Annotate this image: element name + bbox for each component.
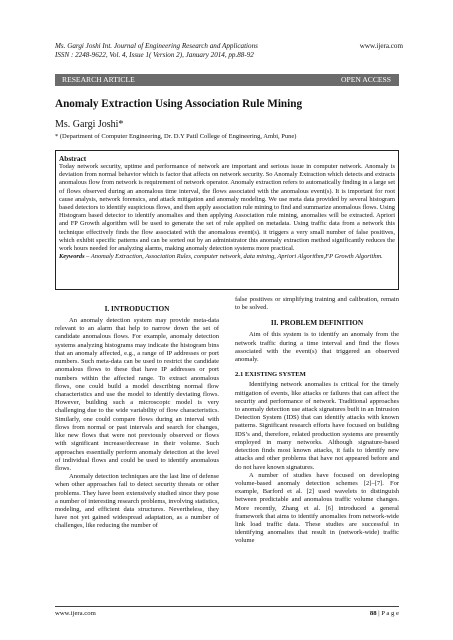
abstract-body: Today network security, uptime and performance of network are important and serious issue in computer network. Anomaly is deviation from normal behavior which is factor that affects on network security. So Anomaly Extraction which detects and extracts anomalous flow from network is requirement of network operator. Anomaly extraction refers to automatically finding in a large set of flows observed during an anomalous time interval, the flows associated with the anomalous event(s). It is important for root cause analysis, network forensics, and attack mitigation and anomaly modeling. We use meta data provided by several histogram based detectors to identify suspicious flows, and then apply association rule mining to find and summarize anomalous flows. Using Histogram based detector to identify anomalies and then applying Association rule mining, anomalies will be extracted. Apriori and FP Growth algorithm will be used to generate the set of rule applied on metadata. Using traffic data from a network this technique effectively finds the flow associated with the anomalous event(s). it triggers a very small number of false positives, which exhibit specific patterns and can be sorted out by an administrator this anomaly extraction method significantly reduces the work hours needed for analyzing alarms, making anomaly detection systems more practical. (59, 163, 395, 253)
existing-paragraph-1: Identifying network anomalies is critical for the timely mitigation of events, like attacks or failures that can affect the security and performance of network. Traditional approaches to anomaly detection use attack signatures built in an Intrusion Detection System (IDS) that can identify attacks with known patterns. Significant research efforts have focused on building IDS’s and, therefore, related production systems are presently employed in many networks. Although signature-based detection finds most known attacks, it fails to identify new attacks and other problems that have not appeared before and do not have known signatures. (235, 381, 399, 471)
header-website-link[interactable]: www.ijera.com (359, 42, 403, 50)
existing-system-heading: 2.1 EXISTING SYSTEM (235, 371, 306, 379)
page-footer (55, 606, 399, 617)
open-access-label: OPEN ACCESS (340, 75, 391, 84)
article-banner (55, 74, 399, 86)
intro-paragraph-1: An anomaly detection system may provide meta-data relevant to an alarm that help to narrow down the set of candidate anomalous flows. For example, anomaly detection systems analyzing histograms may indicate the histogram bins that an anomaly affected, e.g., a range of IP addresses or port numbers. Such meta-data can be used to restrict the candidate anomalous flows to these that have IP addresses or port numbers within the affected range. To extract anomalous flows, one could build a model describing normal flow characteristics and use the model to identify deviating flows. However, building such a microscopic model is very challenging due to the wide variability of flow characteristics. Similarly, one could compare flows during an interval with flows from normal or past intervals and search for changes, like new flows that were not previously observed or flows with significant increase/decrease in their volume. Such approaches essentially perform anomaly detection at the level of individual flows and could be used to identify anomalous flows. (55, 317, 219, 472)
page-number (370, 609, 399, 618)
page-label: | P a g e (376, 610, 399, 617)
running-header (55, 42, 403, 60)
abstract-heading: Abstract (59, 154, 87, 163)
keywords-label: Keywords (59, 253, 85, 261)
intro-paragraph-2: Anomaly detection techniques are the last line of defense when other approaches fail to detect security threats or other problems. They have been extensively studied since they pose a number of interesting research problems, involving statistics, modeling, and efficient data structures. Nevertheless, they have not yet gained widespread adaptation, as a number of challenges, like reducing the number of (55, 473, 219, 530)
journal-line: Ms. Gargi Joshi Int. Journal of Engineering Research and Applications (55, 42, 258, 50)
problem-definition-heading: II. PROBLEM DEFINITION (270, 318, 364, 328)
research-article-label: RESEARCH ARTICLE (62, 75, 135, 84)
author-affiliation: * (Department of Computer Engineering, Dr. D.Y Patil College of Engineering, Ambi, Pune) (55, 133, 297, 140)
keywords-list: – Anomaly Extraction, Association Rules, computer network, data mining, Apriori Algorithm,FP Growth Algorithm. (84, 253, 383, 261)
left-column (55, 296, 219, 531)
intro-paragraph-continued: false positives or simplifying training and calibration, remain to be solved. (235, 296, 399, 312)
footer-website-link[interactable]: www.ijera.com (55, 610, 96, 617)
right-column (235, 296, 399, 546)
page-number-value: 88 (369, 610, 377, 617)
author-name: Ms. Gargi Joshi* (55, 119, 124, 130)
introduction-heading: I. INTRODUCTION (104, 304, 170, 313)
issn-line: ISSN : 2248-9622, Vol. 4, Issue 1( Version 2), January 2014, pp.88-92 (55, 51, 254, 59)
paper-title: Anomaly Extraction Using Association Rule Mining (55, 98, 303, 110)
abstract-box (55, 150, 399, 290)
existing-paragraph-2: A number of studies have focused on developing volume-based anomaly detection schemes [2]–[7]. For example, Barford et al. [2] used wavelets to distinguish between predictable and anomalous traffic volume changes. More recently, Zhang et al. [6] introduced a general framework that aims to identify anomalies from network-wide link load traffic data. These studies are successful in identifying anomalies that result in (network-wide) traffic volume (235, 471, 399, 545)
problem-paragraph: Aim of this system is to identify an anomaly from the network traffic during a time interval and find the flows associated with the event(s) that triggered an observed anomaly. (235, 331, 399, 364)
